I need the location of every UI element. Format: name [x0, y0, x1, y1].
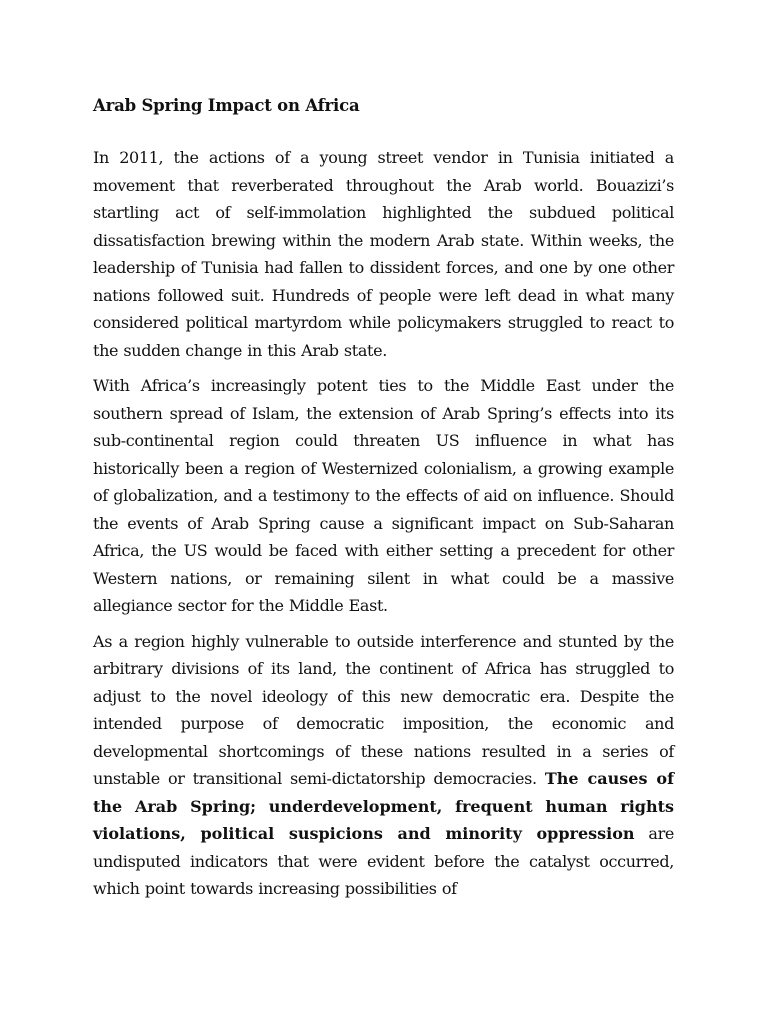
paragraph-1: In 2011, the actions of a young street vendor in Tunisia initiated a movement that reverberated throughout the Arab world. Bouazizi’s startling act of self-immolation highlighted the subdued political dissatisfaction brewing within the modern Arab state. Within weeks, the leadership of Tunisia had fallen to dissident forces, and one by one other nations followed suit. Hundreds of people were left dead in what many considered political martyrdom while policymakers struggled to react to the sudden change in this Arab state.	[93, 148, 674, 360]
document-title: Arab Spring Impact on Africa	[93, 96, 360, 115]
paragraph-3-text-after: are undisputed indicators that were evident before the catalyst occurred, which point towards increasing possibilities of	[93, 824, 675, 898]
paragraph-2: With Africa’s increasingly potent ties to the Middle East under the southern spread of Islam, the extension of Arab Spring’s effects into its sub-continental region could threaten US influence in what has historically been a region of Westernized colonialism, a growing example of globalization, and a testimony to the effects of aid on influence. Should the events of Arab Spring cause a significant impact on Sub-Saharan Africa, the US would be faced with either setting a precedent for other Western nations, or remaining silent in what could be a massive allegiance sector for the Middle East.	[93, 376, 674, 615]
paragraph-3-text-before: As a region highly vulnerable to outside interference and stunted by the arbitrary divisions of its land, the continent of Africa has struggled to adjust to the novel ideology of this new democratic era. Despite the intended purpose of democratic imposition, the economic and developmental shortcomings of these nations resulted in a series of unstable or transitional semi-dictatorship democracies.	[93, 631, 674, 788]
paragraph-3	[93, 628, 674, 903]
paragraph-3-bold-text: The causes of the Arab Spring; underdevelopment, frequent human rights violations, political suspicions and minority oppression	[93, 769, 674, 843]
document-page	[93, 94, 674, 911]
